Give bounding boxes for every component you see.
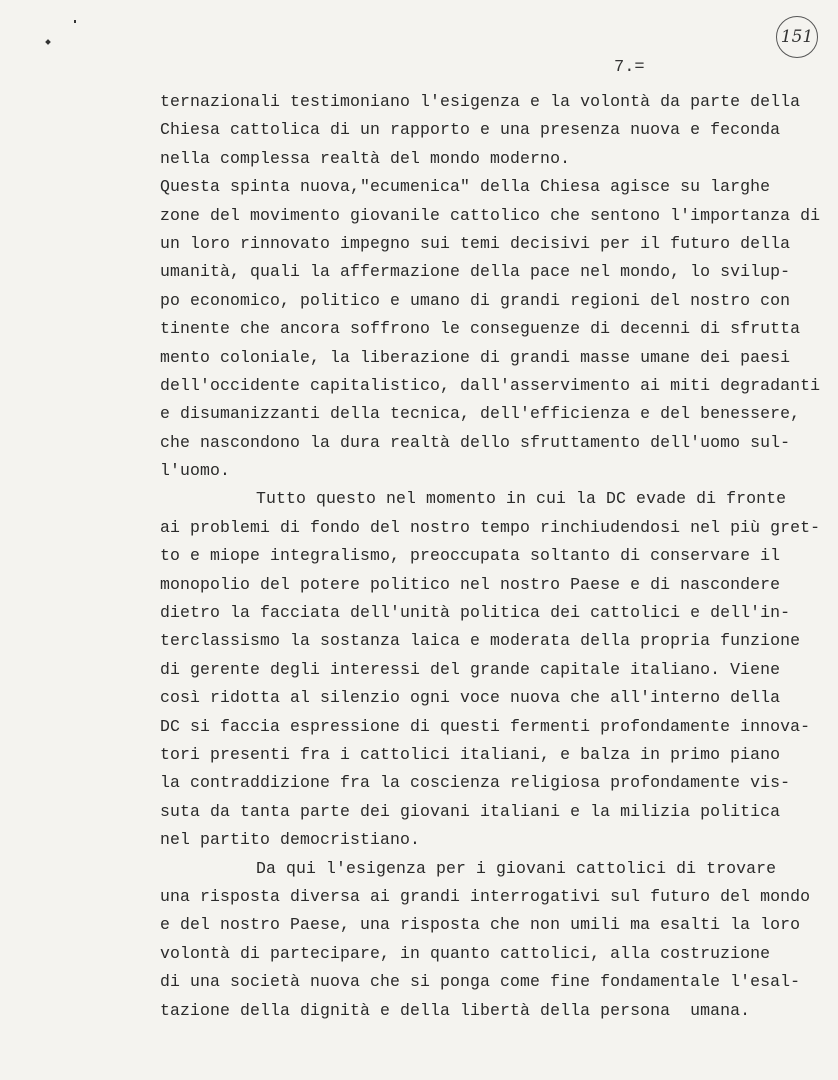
text-line: po economico, politico e umano di grandi regioni del nostro con	[160, 290, 791, 310]
text-line: l'uomo.	[160, 461, 231, 481]
text-line: nella complessa realtà del mondo moderno.	[160, 148, 571, 168]
text-line: dell'occidente capitalistico, dall'asservimento ai miti degradanti	[160, 375, 821, 395]
text-line: DC si faccia espressione di questi fermenti profondamente innova-	[160, 716, 811, 736]
text-line: e disumanizzanti della tecnica, dell'efficienza e del benessere,	[160, 404, 801, 424]
text-line: di gerente degli interessi del grande capitale italiano. Viene	[160, 659, 781, 679]
text-line: umanità, quali la affermazione della pace nel mondo, lo svilup-	[160, 262, 791, 282]
text-line: un loro rinnovato impegno sui temi decisivi per il futuro della	[160, 233, 791, 253]
text-line: tazione della dignità e della libertà della persona umana.	[160, 1000, 751, 1020]
text-line: ternazionali testimoniano l'esigenza e la volontà da parte della	[160, 92, 801, 111]
text-line: tori presenti fra i cattolici italiani, e balza in primo piano	[160, 744, 781, 764]
body-text	[160, 88, 821, 1025]
text-line: monopolio del potere politico nel nostro Paese e di nascondere	[160, 574, 781, 594]
text-line: una risposta diversa ai grandi interrogativi sul futuro del mondo	[160, 886, 811, 906]
text-line: volontà di partecipare, in quanto cattolici, alla costruzione	[160, 943, 771, 963]
text-line: e del nostro Paese, una risposta che non umili ma esalti la loro	[160, 915, 801, 935]
ink-speck	[45, 39, 51, 45]
ink-speck	[74, 20, 76, 23]
text-line: di una società nuova che si ponga come fine fondamentale l'esal-	[160, 972, 801, 992]
text-line: così ridotta al silenzio ogni voce nuova che all'interno della	[160, 688, 781, 708]
archive-stamp-number: 151	[780, 27, 814, 47]
text-line: mento coloniale, la liberazione di grandi masse umane dei paesi	[160, 347, 791, 367]
text-line: tinente che ancora soffrono le conseguenze di decenni di sfrutta	[160, 319, 801, 339]
text-line: to e miope integralismo, preoccupata soltanto di conservare il	[160, 546, 781, 566]
text-line: suta da tanta parte dei giovani italiani e la milizia politica	[160, 801, 781, 821]
text-line: dietro la facciata dell'unità politica dei cattolici e dell'in-	[160, 603, 791, 623]
text-line: Questa spinta nuova,"ecumenica" della Chiesa agisce su larghe	[160, 177, 771, 197]
text-line: la contraddizione fra la coscienza religiosa profondamente vis-	[160, 773, 791, 793]
text-line: ai problemi di fondo del nostro tempo rinchiudendosi nel più gret-	[160, 517, 821, 537]
text-line: Da qui l'esigenza per i giovani cattolici di trovare	[256, 858, 777, 878]
text-line: Chiesa cattolica di un rapporto e una presenza nuova e feconda	[160, 120, 781, 140]
archive-stamp	[776, 16, 818, 58]
page-number: 7.=	[614, 58, 645, 77]
text-line: zone del movimento giovanile cattolico che sentono l'importanza di	[160, 205, 821, 225]
text-line: terclassismo la sostanza laica e moderata della propria funzione	[160, 631, 801, 651]
text-line: che nascondono la dura realtà dello sfruttamento dell'uomo sul-	[160, 432, 791, 452]
text-line: nel partito democristiano.	[160, 830, 421, 850]
text-line: Tutto questo nel momento in cui la DC evade di fronte	[256, 489, 787, 509]
